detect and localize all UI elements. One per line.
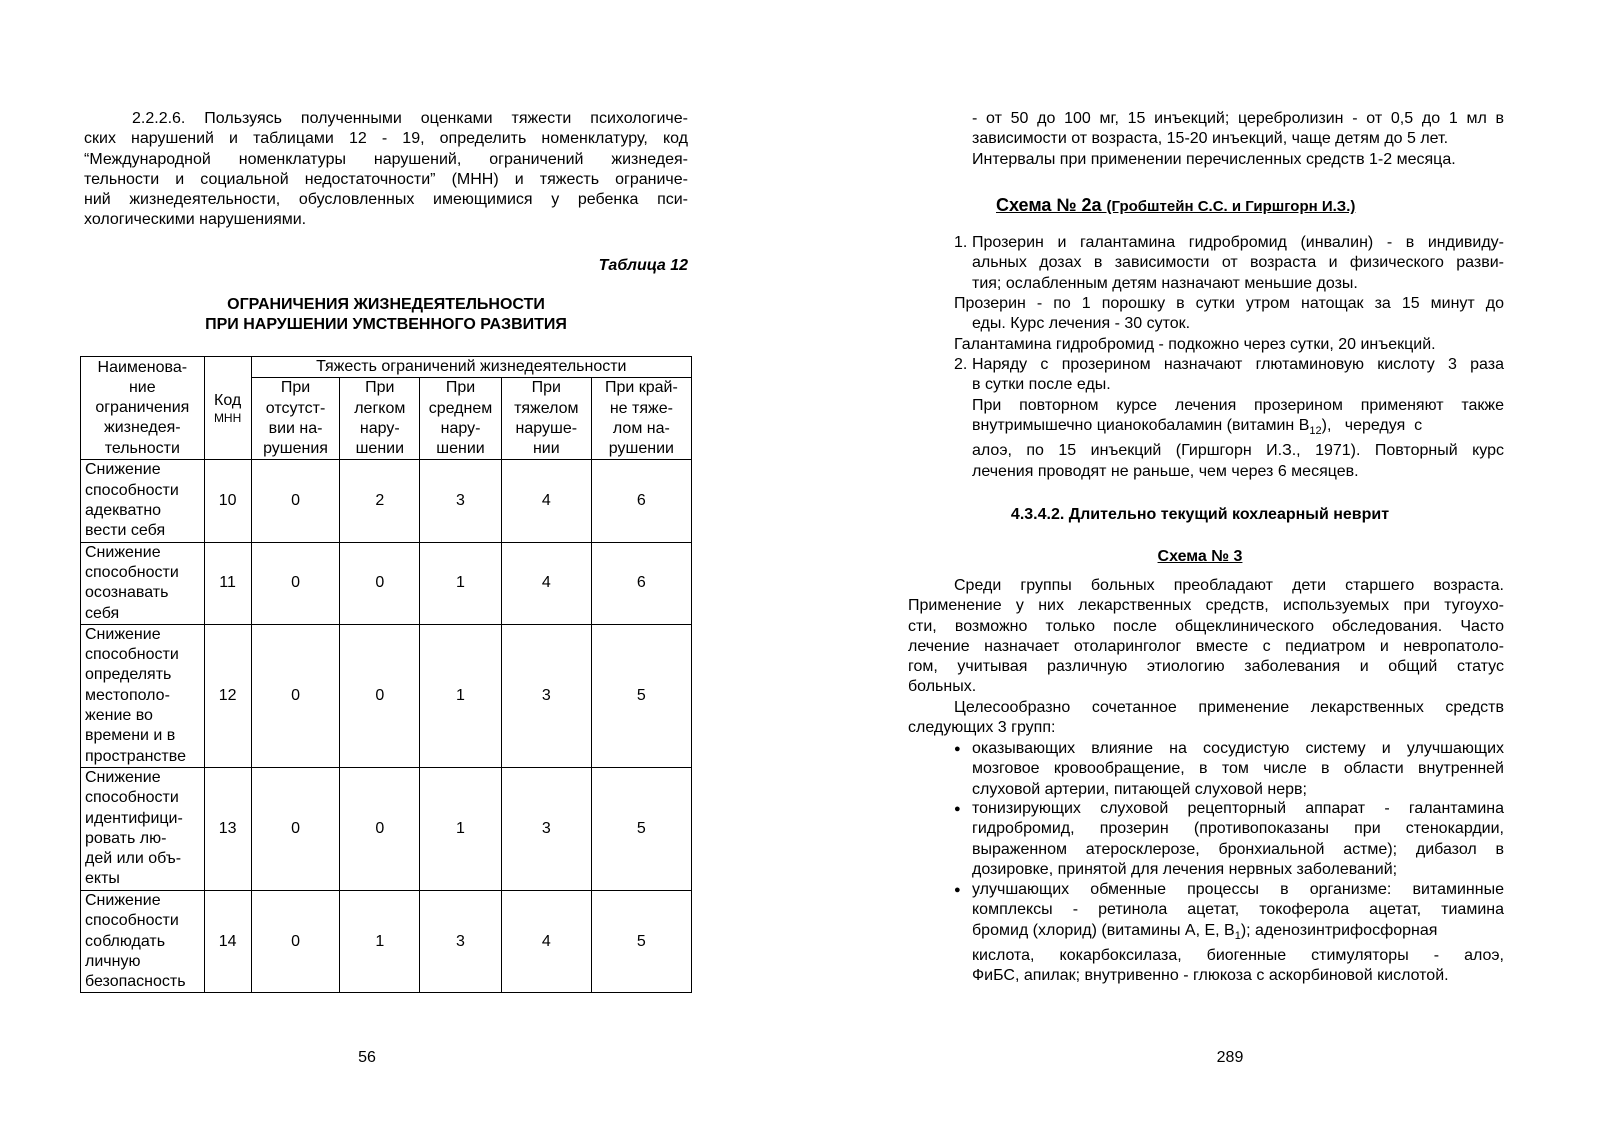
row-code: 11: [204, 542, 251, 624]
table-row: [81, 460, 692, 542]
text-line: [972, 921, 1504, 946]
bullet-icon: ●: [954, 803, 961, 815]
top-continuation: [972, 109, 1504, 170]
paragraph-1: [908, 576, 1504, 698]
header-line: не тяже-: [609, 399, 673, 417]
intro-line: “Международной номенклатуры нарушений, ограничений жизнедея-: [84, 150, 688, 168]
text-span: ), чередуя с: [1321, 416, 1423, 434]
table-title: [84, 295, 688, 335]
text-line: Галантамина гидробромид - подкожно через сутки, 20 инъекций.: [954, 335, 1436, 353]
row-name-line: ровать лю-: [85, 829, 167, 847]
row-value: 5: [591, 890, 691, 992]
row-name-line: Снижение: [85, 543, 161, 561]
text-line: выраженном атеросклерозе, бронхиальной астме); дибазол в: [972, 840, 1504, 858]
header-line: тяжелом: [514, 399, 579, 417]
row-value: 3: [501, 624, 591, 767]
header-line: рушении: [608, 440, 674, 458]
intro-line: ний жизнедеятельности, обусловленных имеющимися у ребенка пси-: [84, 191, 688, 209]
header-line: При: [445, 379, 476, 397]
row-value: 2: [340, 460, 420, 542]
subscript: 1: [1234, 929, 1241, 942]
row-name-line: способности: [85, 563, 179, 581]
intro-line: ских нарушений и таблицами 12 - 19, определить номенклатуру, код: [84, 130, 688, 148]
row-name-line: вести себя: [85, 522, 166, 540]
header-name-line: тельности: [104, 439, 180, 457]
scheme-3-title: Схема № 3: [1157, 548, 1243, 565]
table-title-line: ПРИ НАРУШЕНИИ УМСТВЕННОГО РАЗВИТИЯ: [205, 316, 567, 333]
text-line: лечения проводят не раньше, чем через 6 месяцев.: [972, 462, 1359, 480]
page-number: 56: [358, 1049, 376, 1066]
table-row: [81, 890, 692, 992]
row-name: [81, 890, 205, 992]
text-line: Наряду с прозерином назначают глютаминовую кислоту 3 раза: [972, 356, 1504, 373]
text-line: сти, возможно только после общеклинического обследования. Часто: [908, 617, 1504, 635]
row-value: 5: [591, 624, 691, 767]
text-line: больных.: [908, 678, 977, 696]
table-number: Таблица 12: [598, 257, 688, 274]
text-line: Целесообразно сочетанное применение лекарственных средств: [954, 699, 1504, 716]
row-value: 0: [251, 890, 340, 992]
text-line: лечение назначает отоларинголог вместе с педиатром и невропатоло-: [908, 637, 1504, 655]
header-line: нару-: [359, 419, 400, 437]
bullet-icon: ●: [954, 884, 961, 896]
row-code: 12: [204, 624, 251, 767]
row-value: 4: [501, 460, 591, 542]
table-row: [81, 542, 692, 624]
text-line: мозговое кровообращение, в том числе в области внутренней: [972, 760, 1504, 778]
row-name-line: определять: [85, 666, 172, 684]
header-code-line: Код: [214, 391, 242, 409]
header-code-line: МНН: [213, 410, 242, 425]
text-line: гом, учитывая различную этиологию заболевания и общий статус: [908, 658, 1504, 676]
intro-line: хологическими нарушениями.: [84, 211, 307, 229]
header-line: При: [531, 379, 561, 397]
text-line: зависимости от возраста, 15-20 инъекций, чаще детям до 5 лет.: [972, 130, 1449, 148]
row-code: 10: [204, 460, 251, 542]
bullet-item: [954, 880, 1504, 987]
table-row: [81, 767, 692, 890]
row-value: 0: [251, 624, 340, 767]
row-name-line: идентифици-: [85, 809, 183, 827]
header-name-line: ограничения: [95, 399, 190, 417]
row-name-line: времени и в: [85, 727, 176, 745]
text-span: ); аденозинтрифосфорная: [1240, 921, 1438, 939]
row-value: 0: [340, 542, 420, 624]
text-line: кислота, кокарбоксилаза, биогенные стимуляторы - алоэ,: [972, 947, 1504, 965]
row-name-line: Снижение: [85, 768, 161, 786]
text-line: ФиБС, апилак; внутривенно - глюкоза с аскорбиновой кислотой.: [972, 967, 1449, 985]
text-line: альных дозах в зависимости от возраста и физического разви-: [972, 254, 1504, 272]
row-value: 3: [420, 890, 502, 992]
row-value: 0: [251, 542, 340, 624]
subscript: 12: [1309, 425, 1322, 438]
row-name-line: жение во: [85, 707, 153, 725]
row-name-line: пространстве: [85, 747, 186, 765]
row-code: 14: [204, 890, 251, 992]
text-line: оказывающих влияние на сосудистую систему и улучшающих: [972, 740, 1504, 757]
text-line: Прозерин - по 1 порошку в сутки утром натощак за 15 минут до: [954, 295, 1504, 312]
text-line: следующих 3 групп:: [908, 719, 1056, 737]
text-line: слуховой артерии, питающей слуховой нерв;: [972, 780, 1307, 798]
header-line: нару-: [440, 419, 481, 437]
row-code: 13: [204, 767, 251, 890]
item-number: 2.: [954, 356, 968, 373]
row-value: 0: [340, 624, 420, 767]
row-value: 3: [501, 767, 591, 890]
text-line: Прозерин и галантамина гидробромид (инвалин) - в индивиду-: [972, 234, 1504, 251]
row-name-line: Снижение: [85, 461, 161, 479]
scheme-2a-subtitle: (Гробштейн С.С. и Гиршгорн И.З.): [1106, 198, 1356, 215]
row-name: [81, 624, 205, 767]
row-name-line: личную: [85, 952, 141, 970]
intro-line: 2.2.2.6. Пользуясь полученными оценками тяжести психологиче-: [132, 110, 688, 127]
table-title-line: ОГРАНИЧЕНИЯ ЖИЗНЕДЕЯТЕЛЬНОСТИ: [227, 296, 545, 313]
header-line: При край-: [604, 379, 678, 397]
text-line: тия; ослабленным детям назначают меньшие дозы.: [972, 274, 1358, 292]
header-name: [81, 357, 205, 460]
header-line: нии: [532, 440, 560, 458]
header-line: рушения: [263, 440, 328, 458]
page-number: 289: [1216, 1049, 1244, 1066]
header-line: При: [365, 379, 395, 397]
row-value: 1: [420, 624, 502, 767]
header-line: шении: [436, 440, 485, 458]
row-value: 3: [420, 460, 502, 542]
row-value: 1: [420, 542, 502, 624]
header-line: наруше-: [515, 419, 578, 437]
header-code: [204, 357, 251, 460]
text-line: - от 50 до 100 мг, 15 инъекций; церебролизин - от 0,5 до 1 мл в: [972, 110, 1504, 127]
header-line: шении: [355, 440, 405, 458]
text-line: Среди группы больных преобладают дети старшего возраста.: [954, 577, 1504, 594]
text-line: еды. Курс лечения - 30 суток.: [972, 315, 1191, 333]
row-value: 4: [501, 890, 591, 992]
header-name-line: ние: [128, 378, 156, 396]
row-value: 5: [591, 767, 691, 890]
row-name-line: способности: [85, 646, 179, 664]
header-severity-medium: [420, 378, 502, 460]
text-line: алоэ, по 15 инъекций (Гиршгорн И.З., 1971). Повторный курс: [972, 442, 1504, 460]
header-line: отсутст-: [265, 399, 326, 417]
intro-paragraph: [84, 109, 688, 231]
limits-table: [80, 356, 692, 993]
text-line: [972, 416, 1504, 441]
header-name-line: жизнедея-: [104, 419, 181, 437]
right-page: [800, 0, 1600, 1132]
row-name-line: местополо-: [85, 686, 170, 704]
text-line: Применение у них лекарственных средств, используемых при тугоухо-: [908, 597, 1504, 615]
bullet-item: [954, 739, 1504, 800]
row-name-line: адекватно: [85, 502, 162, 520]
text-line: улучшающих обменные процессы в организме: витаминные: [972, 881, 1504, 898]
prozerin-paragraph: [954, 294, 1504, 355]
text-line: Интервалы при применении перечисленных средств 1-2 месяца.: [972, 150, 1456, 168]
row-name-line: дей или объ-: [85, 850, 182, 868]
header-severity-light: [340, 378, 420, 460]
item-2: [954, 355, 1504, 482]
text-span: внутримышечно цианокобаламин (витамин В: [972, 416, 1310, 434]
header-line: При: [280, 379, 311, 397]
row-name-line: Снижение: [85, 891, 161, 909]
row-value: 0: [251, 460, 340, 542]
header-line: лом на-: [612, 419, 670, 437]
header-severity: Тяжесть ограничений жизнедеятельности: [251, 357, 691, 378]
header-severity-heavy: [501, 378, 591, 460]
header-severity-none: [251, 378, 340, 460]
item-1: [954, 233, 1504, 294]
table-row: [81, 624, 692, 767]
bullet-icon: ●: [954, 743, 961, 755]
section-title: 4.3.4.2. Длительно текущий кохлеарный неврит: [1010, 506, 1390, 523]
text-line: гидробромид, прозерин (противопоказаны при стенокардии,: [972, 820, 1504, 838]
row-value: 1: [420, 767, 502, 890]
text-line: тонизирующих слуховой рецепторный аппарат - галантамина: [972, 800, 1504, 817]
row-value: 1: [340, 890, 420, 992]
scheme-2a-title: [996, 195, 1355, 217]
row-name: [81, 542, 205, 624]
text-line: дозировке, принятой для лечения нервных заболеваний;: [972, 860, 1398, 878]
row-name-line: осознавать: [85, 584, 169, 602]
scheme-2a-title-text: Схема № 2а: [996, 195, 1102, 215]
row-value: 4: [501, 542, 591, 624]
header-severity-extreme: [591, 378, 691, 460]
header-line: среднем: [428, 399, 493, 417]
row-name-line: способности: [85, 789, 179, 807]
header-line: вии на-: [268, 419, 323, 437]
row-name-line: Снижение: [85, 625, 161, 643]
text-line: в сутки после еды.: [972, 376, 1111, 394]
item-number: 1.: [954, 234, 968, 251]
header-name-line: Наименова-: [97, 358, 188, 376]
text-span: бромид (хлорид) (витамины А, Е, В: [972, 921, 1235, 939]
header-line: легком: [354, 399, 406, 417]
row-name: [81, 767, 205, 890]
row-name-line: способности: [85, 912, 179, 930]
row-value: 0: [340, 767, 420, 890]
bullet-item: [954, 799, 1504, 880]
row-name-line: екты: [85, 870, 120, 888]
row-value: 6: [591, 542, 691, 624]
row-name-line: себя: [85, 604, 120, 622]
row-value: 0: [251, 767, 340, 890]
text-line: комплексы - ретинола ацетат, токоферола ацетат, тиамина: [972, 901, 1504, 919]
row-name-line: безопасность: [85, 973, 186, 991]
row-name-line: способности: [85, 481, 179, 499]
row-value: 6: [591, 460, 691, 542]
text-line: При повторном курсе лечения прозерином применяют также: [972, 396, 1504, 414]
paragraph-2: [908, 698, 1504, 739]
row-name-line: соблюдать: [85, 932, 166, 950]
intro-line: тельности и социальной недостаточности” (МНН) и тяжесть ограниче-: [84, 170, 688, 188]
row-name: [81, 460, 205, 542]
